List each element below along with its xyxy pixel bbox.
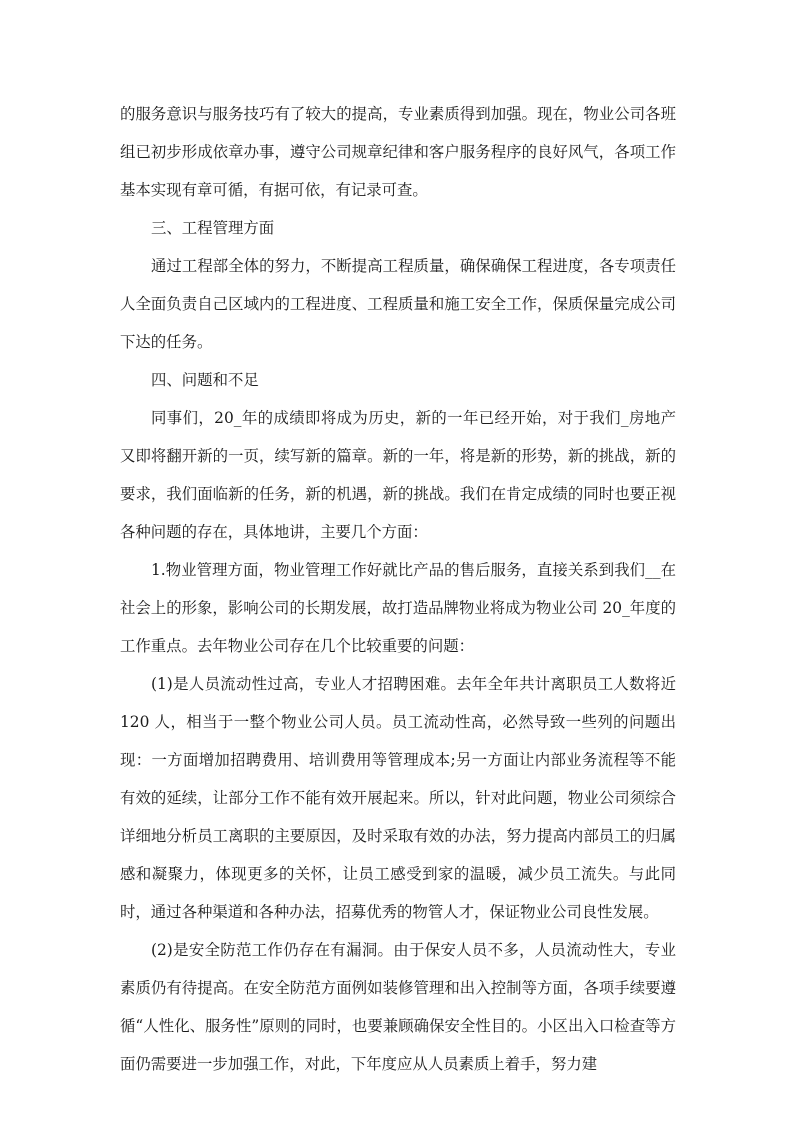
paragraph-property-management: 1.物业管理方面，物业管理工作好就比产品的售后服务，直接关系到我们__在社会上的形象，影响公司的长期发展，故打造品牌物业将成为物业公司 20_年度的工作重点。去年物业公司存在几个比较重要的问题：: [120, 561, 676, 655]
paragraph-issue-2-security: (2)是安全防范工作仍存在有漏洞。由于保安人员不多，人员流动性大，专业素质仍有待提高。在安全防范方面例如装修管理和出入控制等方面，各项手续要遵循“人性化、服务性”原则的同时，也要兼顾确保安全性目的。小区出入口检查等方面仍需要进一步加强工作，对此，下年度应从人员素质上着手，努力建: [120, 941, 676, 1073]
paragraph-colleagues: 同事们，20_年的成绩即将成为历史，新的一年已经开始，对于我们_房地产又即将翻开新的一页，续写新的篇章。新的一年，将是新的形势，新的挑战，新的要求，我们面临新的任务，新的机遇，新的挑战。我们在肯定成绩的同时也要正视各种问题的存在，具体地讲，主要几个方面：: [120, 409, 676, 541]
document-page: [120, 95, 676, 1083]
paragraph-engineering: 通过工程部全体的努力，不断提高工程质量，确保确保工程进度，各专项责任人全面负责自己区域内的工程进度、工程质量和施工安全工作，保质保量完成公司下达的任务。: [120, 257, 676, 351]
paragraph-issue-1-turnover: (1)是人员流动性过高，专业人才招聘困难。去年全年共计离职员工人数将近 120 人，相当于一整个物业公司人员。员工流动性高，必然导致一些列的问题出现：一方面增加招聘费用、培训费用等管理成本;另一方面让内部业务流程等不能有效的延续，让部分工作不能有效开展起来。所以，针对此问题，物业公司须综合详细地分析员工离职的主要原因，及时采取有效的办法，努力提高内部员工的归属感和凝聚力，体现更多的关怀，让员工感受到家的温暖，减少员工流失。与此同时，通过各种渠道和各种办法，招募优秀的物管人才，保证物业公司良性发展。: [120, 675, 676, 921]
paragraph-service-awareness: 的服务意识与服务技巧有了较大的提高，专业素质得到加强。现在，物业公司各班组已初步形成依章办事，遵守公司规章纪律和客户服务程序的良好风气，各项工作基本实现有章可循，有据可依，有记录可查。: [120, 105, 676, 199]
section-heading-engineering: 三、工程管理方面: [151, 219, 275, 237]
section-heading-problems: 四、问题和不足: [151, 371, 259, 389]
